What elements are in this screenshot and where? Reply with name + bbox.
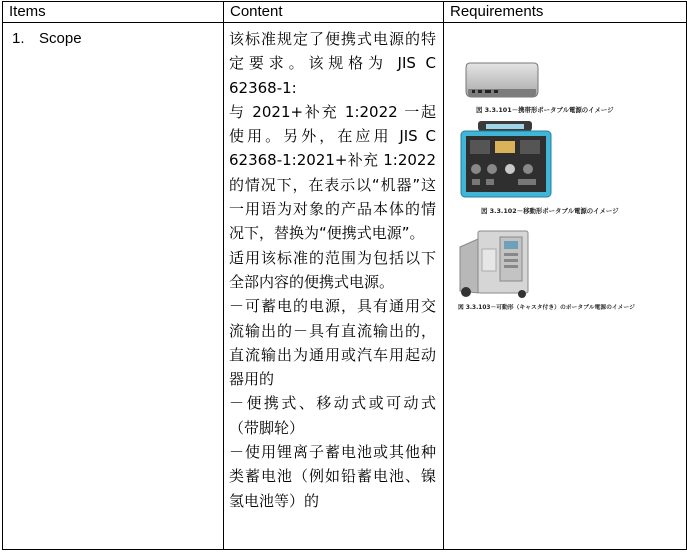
content-paragraph: －可蓄电的电源，具有通用交流输出的－具有直流输出的，直流输出为通用或汽车用起动器用的 bbox=[229, 297, 436, 389]
content-cell bbox=[224, 23, 444, 550]
content-paragraph: －使用锂离子蓄电池或其他种类蓄电池（例如铅蓄电池、镍氢电池等）的 bbox=[229, 443, 436, 510]
scope-table bbox=[2, 1, 687, 550]
content-paragraph: －便携式、移动式或可动式（带脚轮） bbox=[229, 394, 436, 437]
header-row bbox=[3, 2, 687, 23]
mobile-power-supply-image bbox=[458, 119, 554, 201]
requirements-cell bbox=[444, 23, 687, 550]
item-label: Scope bbox=[39, 30, 82, 47]
header-items: Items bbox=[3, 2, 224, 23]
figure-caption: 図 3.3.103－可動形（キャスタ付き）のポータブル電源のイメージ bbox=[458, 305, 635, 311]
table-row bbox=[3, 23, 687, 550]
content-paragraph: 该标准规定了便携式电源的特定要求。该规格为 JIS C 62368-1: bbox=[229, 30, 436, 97]
wheeled-power-supply-image bbox=[456, 229, 532, 299]
content-paragraph: 与 2021+补充 1:2022 一起使用。另外，在应用 JIS C 62368-1:2021+补充 1:2022 的情况下，在表示以“机器”这一用语为对象的产品本体的情况下，替换为“便携式电源”。 bbox=[229, 102, 436, 243]
header-requirements: Requirements bbox=[444, 2, 687, 23]
items-cell bbox=[3, 23, 224, 550]
handheld-power-supply-image bbox=[464, 59, 540, 103]
item-number: 1. bbox=[12, 30, 25, 47]
figure-caption: 図 3.3.102－移動形ポータブル電源のイメージ bbox=[481, 207, 619, 215]
figure-caption: 図 3.3.101－携帯形ポータブル電源のイメージ bbox=[476, 106, 614, 114]
content-paragraph: 适用该标准的范围为包括以下全部内容的便携式电源。 bbox=[229, 248, 436, 291]
header-content: Content bbox=[224, 2, 444, 23]
